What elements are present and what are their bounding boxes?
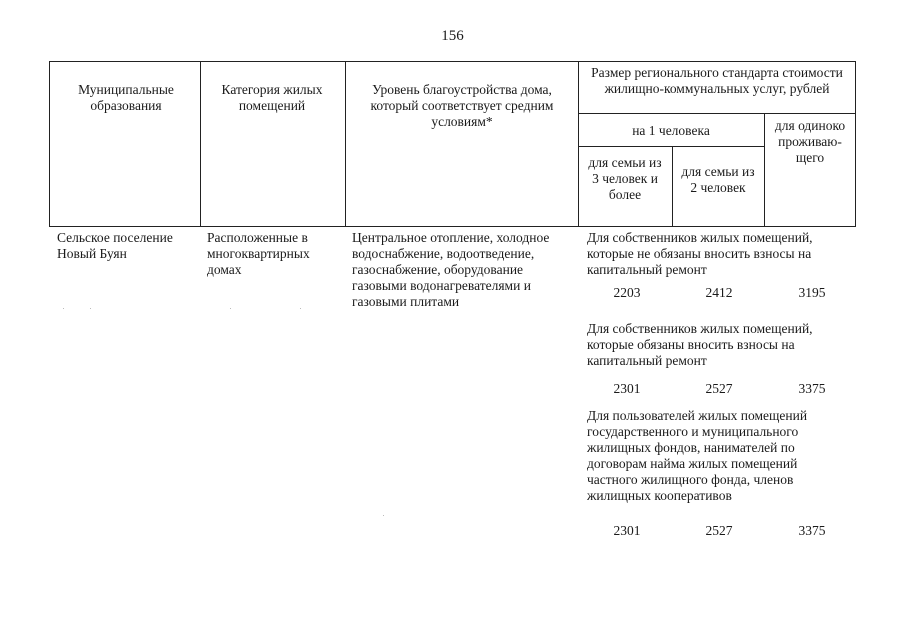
scan-speck	[63, 308, 64, 309]
table-top-border	[49, 61, 855, 62]
header-amenities: Уровень благоустройства дома, который соответствует средним условиям*	[370, 82, 554, 129]
column-divider-2	[345, 61, 346, 227]
scan-speck	[300, 308, 301, 309]
row-municipality: Сельское поселение Новый Буян	[57, 230, 173, 261]
per-person-divider	[578, 146, 764, 147]
scan-speck	[90, 308, 91, 309]
column-divider-4	[672, 146, 673, 227]
group-2-single-value: 3375	[798, 381, 826, 396]
group-3-family-2-value: 2527	[705, 523, 733, 538]
standard-size-divider	[578, 113, 855, 114]
header-family-3: для семьи из 3 человек и более	[588, 155, 662, 202]
column-divider-5	[764, 113, 765, 227]
group-1-single-value: 3195	[798, 285, 826, 300]
group-2-family-3-value: 2301	[613, 381, 641, 396]
header-per-person: на 1 человека	[632, 123, 710, 138]
table-left-border	[49, 61, 50, 227]
group-1-family-2-value: 2412	[705, 285, 733, 300]
row-category: Расположенные в многоквартирных домах	[207, 230, 310, 277]
scan-speck	[383, 515, 384, 516]
scan-speck	[230, 308, 231, 309]
header-standard-size: Размер регионального стандарта стоимости жилищно-коммунальных услуг, рублей	[591, 65, 843, 96]
group-1-family-3-value: 2203	[613, 285, 641, 300]
group-3-single-value: 3375	[798, 523, 826, 538]
header-category: Категория жилых помещений	[221, 82, 323, 113]
table-right-border	[855, 61, 856, 227]
group-3-family-3-value: 2301	[613, 523, 641, 538]
table-header-bottom-border	[49, 226, 855, 227]
group-3-label: Для пользователей жилых помещений государственного и муниципального жилищных фондов, нанимателей по договорам найма жилых помещений частного жилищного фонда, членов жилищных кооперативов	[587, 408, 808, 503]
header-municipality: Муниципальные образования	[78, 82, 174, 113]
group-1-label: Для собственников жилых помещений, которые не обязаны вносить взносы на капитальный ремонт	[587, 230, 813, 277]
group-2-label: Для собственников жилых помещений, которые обязаны вносить взносы на капитальный ремонт	[587, 321, 813, 368]
row-amenities: Центральное отопление, холодное водоснабжение, водоотведение, газоснабжение, оборудование газовыми водонагревателями и газовыми плитами	[352, 230, 550, 309]
group-2-family-2-value: 2527	[705, 381, 733, 396]
page-number: 156	[441, 28, 464, 44]
header-single: для одиноко проживаю-щего	[774, 118, 846, 165]
column-divider-3	[578, 61, 579, 227]
column-divider-1	[200, 61, 201, 227]
header-family-2: для семьи из 2 человек	[681, 164, 755, 195]
